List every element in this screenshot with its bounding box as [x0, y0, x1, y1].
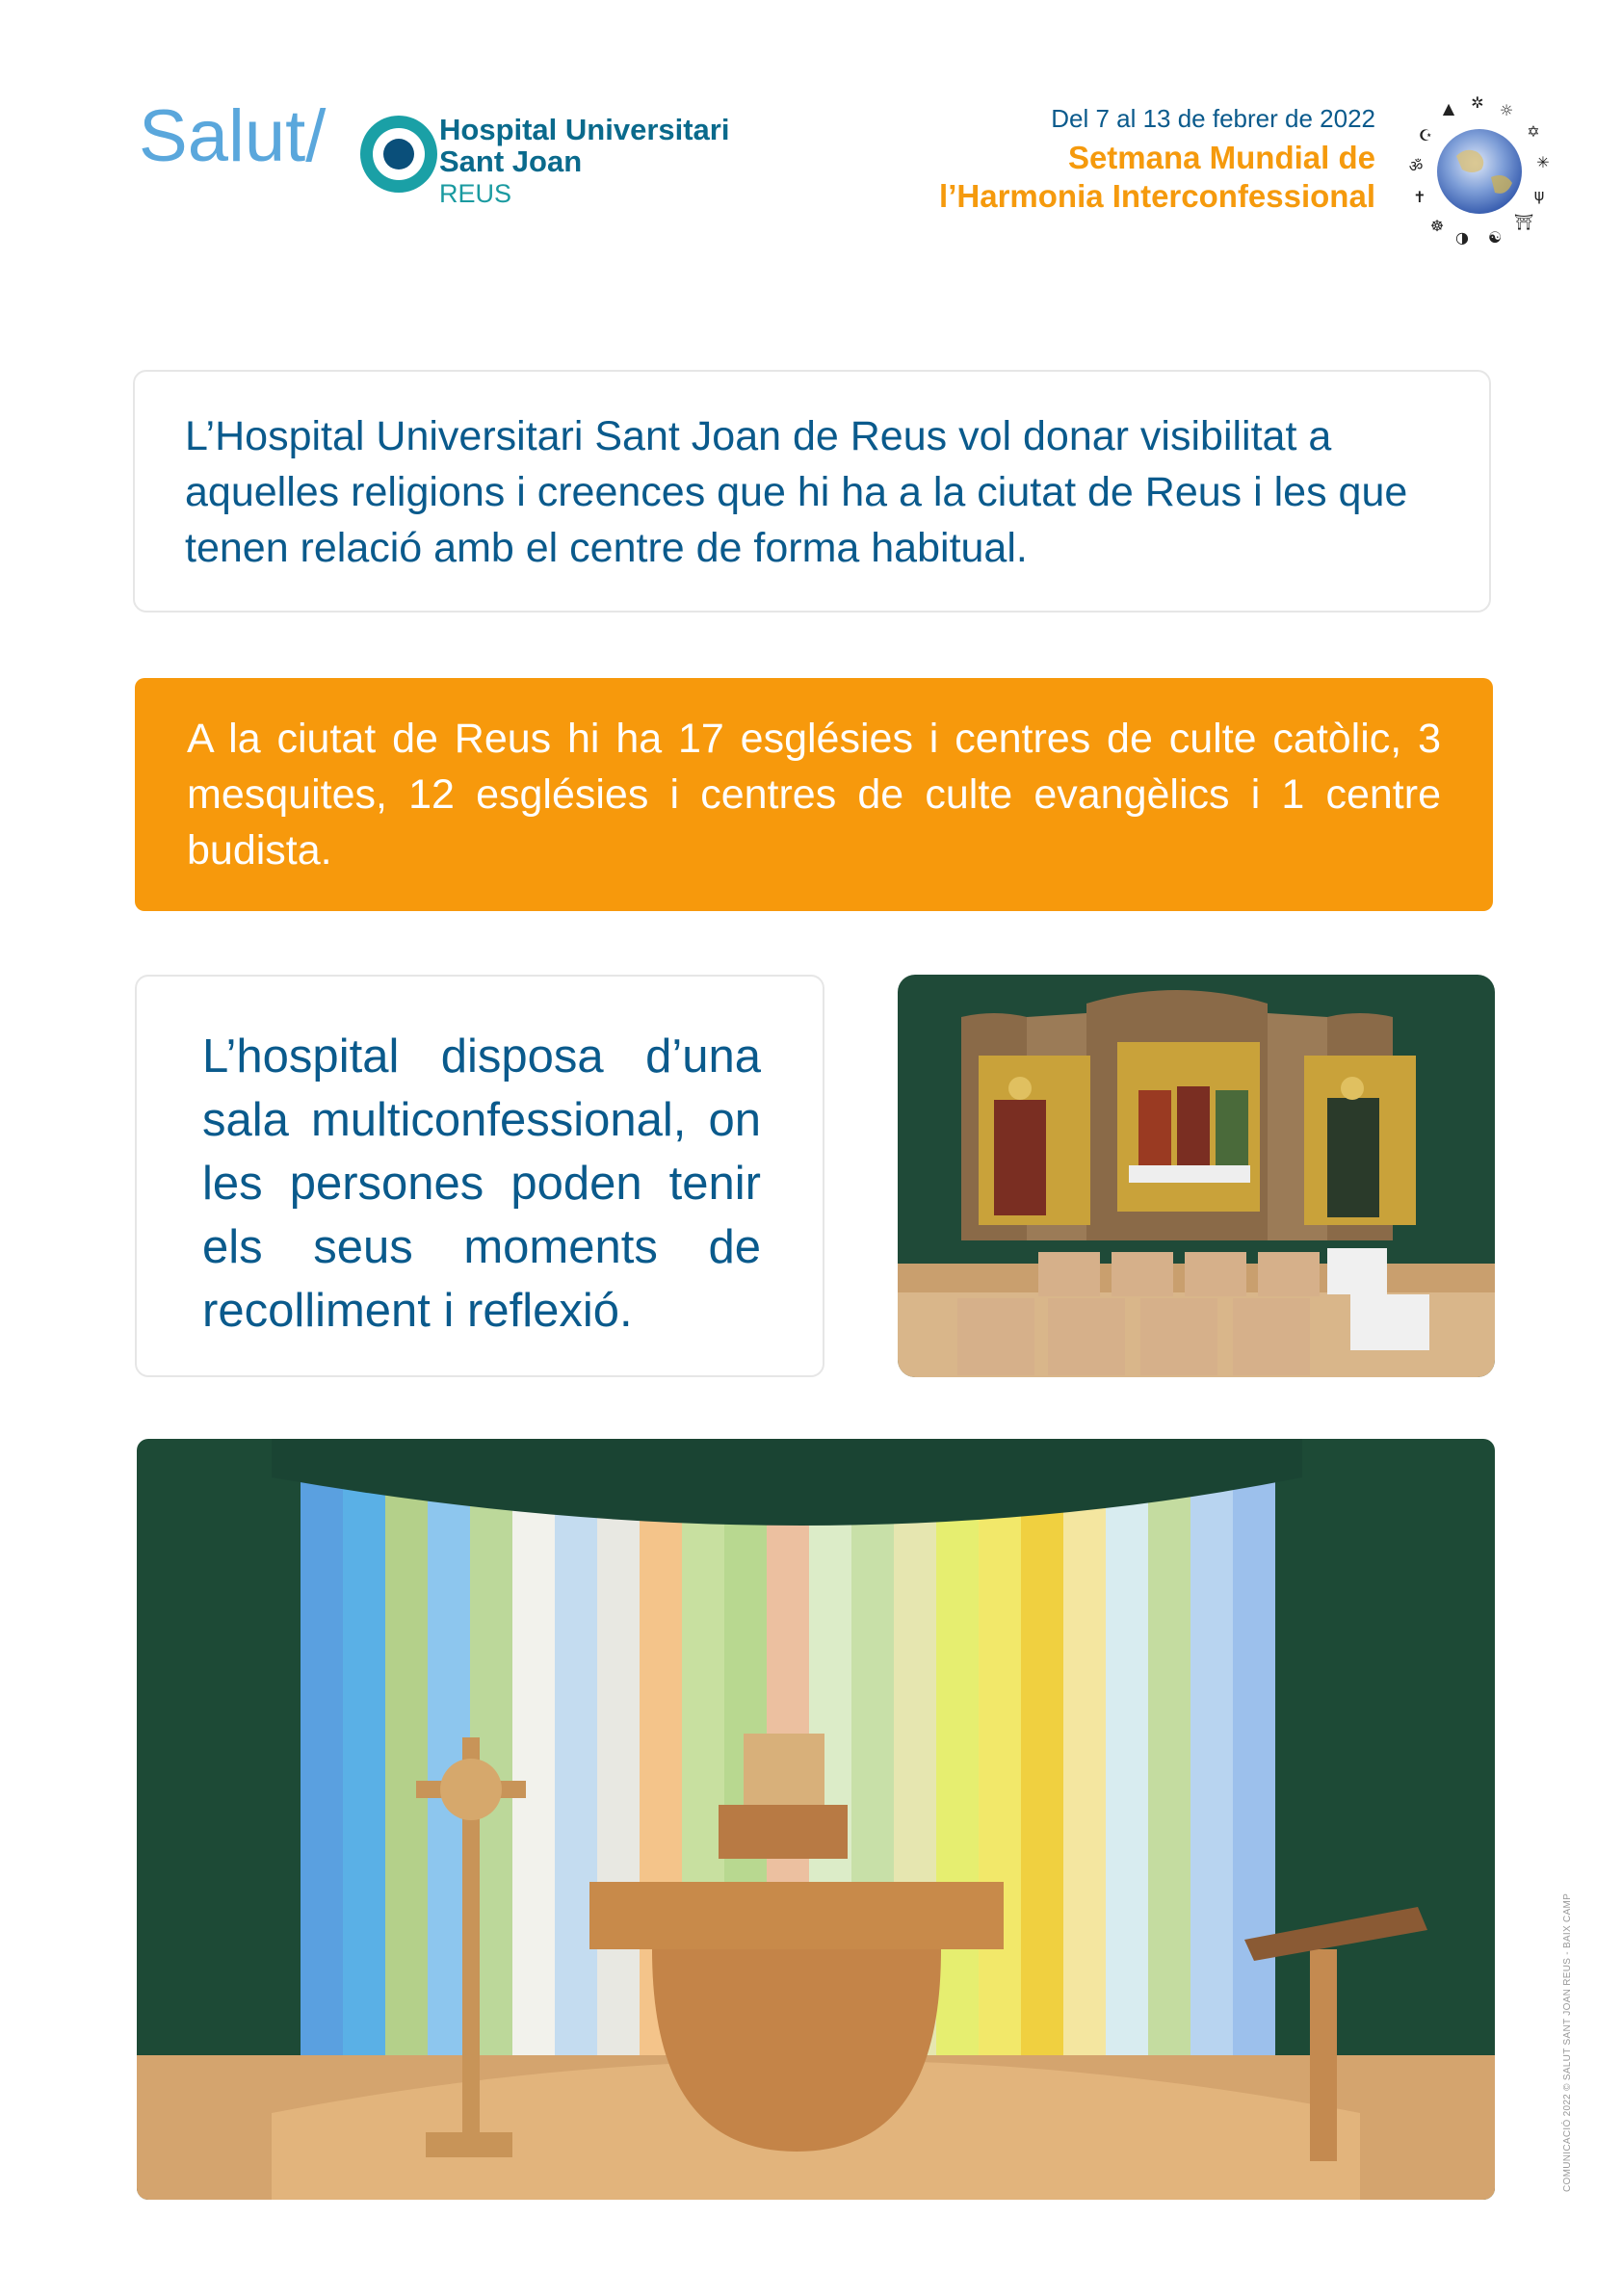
interfaith-symbols-globe-icon	[1399, 89, 1560, 250]
event-title	[939, 139, 1375, 216]
room-box	[135, 975, 824, 1377]
svg-text:⛩: ⛩	[1513, 213, 1534, 231]
footer-credit: COMUNICACIÓ 2022 © SALUT SANT JOAN REUS - BAIX CAMP	[1562, 1892, 1573, 2192]
event-date: Del 7 al 13 de febrer de 2022	[1051, 104, 1375, 133]
svg-text:✡: ✡	[1527, 122, 1540, 141]
salut-logo: Salut/	[139, 95, 327, 177]
svg-text:ψ: ψ	[1533, 186, 1545, 204]
hospital-logo-icon	[354, 110, 447, 202]
svg-text:✲: ✲	[1471, 93, 1484, 112]
svg-text:ॐ: ॐ	[1408, 157, 1424, 175]
event-title-line1: Setmana Mundial de	[1067, 140, 1375, 175]
multiconfessional-room-photo	[137, 1439, 1495, 2200]
event-title-line2: l’Harmonia Interconfessional	[939, 178, 1375, 214]
svg-text:✝: ✝	[1413, 188, 1426, 206]
hospital-city: REUS	[439, 179, 512, 208]
highlight-box	[135, 678, 1493, 911]
hospital-name	[439, 114, 729, 177]
svg-text:☯: ☯	[1487, 228, 1503, 247]
hospital-name-line1: Hospital Universitari	[439, 113, 730, 146]
hospital-name-line2: Sant Joan	[439, 144, 583, 178]
svg-text:▲: ▲	[1442, 99, 1455, 117]
room-text: L’hospital disposa d’una sala multiconfessional, on les persones poden tenir els seus moments de recolliment i reflexió.	[202, 1031, 761, 1337]
svg-text:☪: ☪	[1418, 126, 1433, 144]
svg-text:☸: ☸	[1429, 217, 1445, 235]
intro-box	[133, 370, 1491, 613]
svg-text:✳: ✳	[1536, 153, 1550, 171]
highlight-text: A la ciutat de Reus hi ha 17 esglésies i centres de culte catòlic, 3 mesquites, 12 esglésies i centres de culte evangèlics i 1 centre budista.	[187, 716, 1441, 874]
svg-text:◑: ◑	[1455, 228, 1469, 247]
triptych-room-photo	[898, 975, 1495, 1377]
svg-text:☼: ☼	[1499, 101, 1514, 119]
intro-text: L’Hospital Universitari Sant Joan de Reus vol donar visibilitat a aquelles religions i creences que hi ha a la ciutat de Reus i les que tenen relació amb el centre de forma habitual.	[185, 413, 1408, 571]
